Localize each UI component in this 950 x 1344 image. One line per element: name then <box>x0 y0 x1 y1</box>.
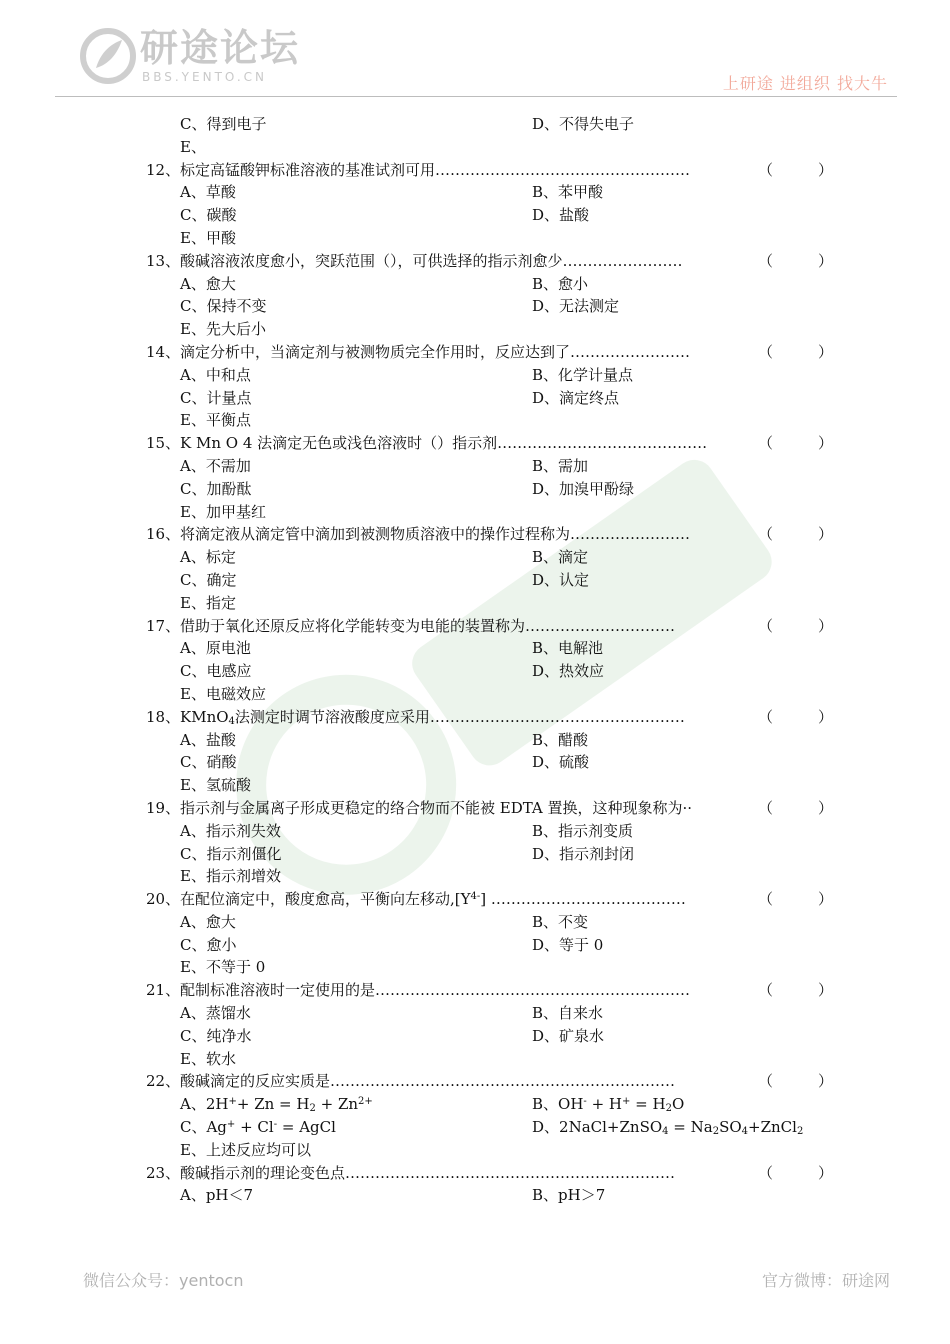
option-c: C、电感应 <box>180 662 252 681</box>
option-row <box>146 1139 836 1162</box>
answer-paren-open: （ <box>758 160 774 179</box>
option-d: D、硫酸 <box>532 753 590 772</box>
option-row <box>146 569 836 592</box>
option-c: C、得到电子 <box>180 115 267 133</box>
option-row <box>146 455 836 478</box>
option-b: B、指示剂变质 <box>532 821 634 840</box>
question-17 <box>146 615 836 638</box>
answer-paren-close: ） <box>818 1072 834 1091</box>
option-b: B、pH＞7 <box>532 1186 606 1205</box>
option-row <box>146 683 836 706</box>
option-row <box>146 181 836 204</box>
option-c: C、Ag+ + Cl- = AgCl <box>180 1118 336 1137</box>
option-row <box>146 774 836 797</box>
answer-paren-close: ） <box>818 798 834 817</box>
logo-subtext: BBS.YENTO.CN <box>142 70 268 84</box>
option-b: B、苯甲酸 <box>532 183 604 202</box>
option-b: B、$OH^- + H^+ = H_2O$ <box>532 1095 685 1115</box>
question-12 <box>146 159 836 182</box>
option-e: E、不等于 0 <box>180 958 266 977</box>
question-23 <box>146 1162 836 1185</box>
option-d: D、无法测定 <box>532 297 620 316</box>
option-e: E、甲酸 <box>180 228 236 247</box>
option-b: B、滴定 <box>532 548 589 567</box>
answer-paren-open: （ <box>758 981 774 1000</box>
option-row <box>146 751 836 774</box>
answer-paren-close: ） <box>818 342 834 361</box>
option-d: D、2NaCl+ZnSO$_4$ = $Na_2SO_4+ZnCl_2$ <box>532 1118 804 1138</box>
option-a: A、指示剂失效 <box>180 821 281 840</box>
option-a: A、盐酸 <box>180 730 236 749</box>
option-a: A、pH＜7 <box>180 1186 254 1205</box>
answer-paren-close: ） <box>818 707 834 726</box>
answer-paren-open: （ <box>758 434 774 453</box>
footer-wechat: 微信公众号：yentocn <box>83 1271 244 1290</box>
answer-paren-close: ） <box>818 981 834 1000</box>
option-e: E、氢硫酸 <box>180 776 251 795</box>
question-18 <box>146 706 836 729</box>
answer-paren-open: （ <box>758 798 774 817</box>
option-row <box>146 1116 836 1139</box>
question-number: 15、 <box>146 434 181 453</box>
option-row <box>146 113 836 136</box>
option-c: C、碳酸 <box>180 206 237 225</box>
option-b: B、需加 <box>532 456 589 475</box>
question-text: 在配位滴定中，酸度愈高，平衡向左移动$,[Y^{4-}]$ ………………………………… <box>180 890 686 909</box>
answer-paren-open: （ <box>758 251 774 270</box>
question-text: 滴定分析中，当滴定剂与被测物质完全作用时，反应达到了…………………… <box>180 342 691 361</box>
question-text: KMnO$_4$法测定时调节溶液酸度应采用…………………………………………… <box>180 707 685 727</box>
question-number: 19、 <box>146 798 181 817</box>
option-e: E、软水 <box>180 1049 236 1068</box>
option-a: A、$2H^++ Zn = H_2 + Zn^{2+}$ <box>180 1095 373 1115</box>
option-e: E、上述反应均可以 <box>180 1140 311 1159</box>
answer-paren-open: （ <box>758 1072 774 1091</box>
question-text: 配制标准溶液时一定使用的是……………………………………………………… <box>180 981 691 1000</box>
answer-paren-close: ） <box>818 616 834 635</box>
question-number: 21、 <box>146 981 181 1000</box>
answer-paren-open: （ <box>758 525 774 544</box>
question-15 <box>146 432 836 455</box>
option-row <box>146 295 836 318</box>
option-b: B、化学计量点 <box>532 365 634 384</box>
option-c: C、保持不变 <box>180 297 267 316</box>
question-text: 酸碱滴定的反应实质是…………………………………………………………… <box>180 1072 676 1091</box>
option-c: C、计量点 <box>180 388 252 407</box>
question-number: 22、 <box>146 1072 181 1091</box>
option-d: D、等于 0 <box>532 935 604 954</box>
question-20 <box>146 888 836 911</box>
option-e: E、 <box>180 137 206 156</box>
question-number: 20、 <box>146 890 181 909</box>
option-b: B、不变 <box>532 912 589 931</box>
option-c: C、愈小 <box>180 935 237 954</box>
option-row <box>146 364 836 387</box>
question-number: 16、 <box>146 525 181 544</box>
answer-paren-close: ） <box>818 1163 834 1182</box>
header-divider <box>55 96 897 97</box>
question-text: 酸碱溶液浓度愈小，突跃范围（），可供选择的指示剂愈少…………………… <box>180 251 683 270</box>
option-a: A、草酸 <box>180 183 236 202</box>
answer-paren-open: （ <box>758 342 774 361</box>
option-row <box>146 478 836 501</box>
option-row <box>146 1025 836 1048</box>
answer-paren-open: （ <box>758 1163 774 1182</box>
option-c: C、硝酸 <box>180 753 237 772</box>
option-row <box>146 273 836 296</box>
question-21 <box>146 979 836 1002</box>
question-text: K Mn O 4 法滴定无色或浅色溶液时（）指示剂…………………………………… <box>180 434 708 453</box>
option-row <box>146 660 836 683</box>
option-row <box>146 1184 836 1207</box>
question-list <box>146 113 836 1207</box>
option-a: A、中和点 <box>180 365 251 384</box>
site-logo <box>80 26 340 88</box>
option-a: A、原电池 <box>180 639 251 658</box>
option-c: C、加酚酞 <box>180 479 252 498</box>
option-a: A、愈大 <box>180 912 236 931</box>
option-row <box>146 592 836 615</box>
question-text: 标定高锰酸钾标准溶液的基准试剂可用…………………………………………… <box>180 160 691 179</box>
option-row <box>146 1093 836 1116</box>
option-d: D、加溴甲酚绿 <box>532 479 635 498</box>
answer-paren-close: ） <box>818 251 834 270</box>
question-22 <box>146 1070 836 1093</box>
question-number: 12、 <box>146 160 181 179</box>
option-row <box>146 934 836 957</box>
option-row <box>146 1048 836 1071</box>
option-d: D、不得失电子 <box>532 115 635 133</box>
question-number: 17、 <box>146 616 181 635</box>
option-e: E、先大后小 <box>180 320 266 339</box>
answer-paren-open: （ <box>758 707 774 726</box>
question-16 <box>146 523 836 546</box>
option-e: E、平衡点 <box>180 411 251 430</box>
question-13 <box>146 250 836 273</box>
option-c: C、确定 <box>180 570 237 589</box>
option-row <box>146 820 836 843</box>
question-number: 23、 <box>146 1163 181 1182</box>
option-row <box>146 843 836 866</box>
answer-paren-close: ） <box>818 890 834 909</box>
option-b: B、醋酸 <box>532 730 589 749</box>
answer-paren-close: ） <box>818 160 834 179</box>
option-e: E、指定 <box>180 593 236 612</box>
option-b: B、电解池 <box>532 639 604 658</box>
option-a: A、愈大 <box>180 274 236 293</box>
logo-text: 研途论坛 <box>140 26 301 70</box>
option-d: D、盐酸 <box>532 206 590 225</box>
option-e: E、加甲基红 <box>180 502 266 521</box>
option-row <box>146 956 836 979</box>
option-row <box>146 136 836 159</box>
question-number: 14、 <box>146 342 181 361</box>
page-header <box>0 0 950 100</box>
option-row <box>146 911 836 934</box>
option-e: E、指示剂增效 <box>180 867 281 886</box>
question-number: 13、 <box>146 251 181 270</box>
question-number: 18、 <box>146 707 181 726</box>
answer-paren-close: ） <box>818 434 834 453</box>
option-row <box>146 204 836 227</box>
question-text: 指示剂与金属离子形成更稳定的络合物而不能被 EDTA 置换，这种现象称为·· <box>180 798 693 817</box>
option-row <box>146 546 836 569</box>
option-row <box>146 1002 836 1025</box>
question-text: 借助于氧化还原反应将化学能转变为电能的装置称为………………………… <box>180 616 676 635</box>
option-row <box>146 227 836 250</box>
answer-paren-open: （ <box>758 890 774 909</box>
option-row <box>146 865 836 888</box>
logo-leaf-icon <box>80 28 136 84</box>
option-b: B、愈小 <box>532 274 589 293</box>
question-14 <box>146 341 836 364</box>
answer-paren-open: （ <box>758 616 774 635</box>
option-row <box>146 501 836 524</box>
option-d: D、矿泉水 <box>532 1026 605 1045</box>
option-c: C、指示剂僵化 <box>180 844 282 863</box>
question-19 <box>146 797 836 820</box>
option-e: E、电磁效应 <box>180 684 266 703</box>
option-a: A、蒸馏水 <box>180 1004 251 1023</box>
option-c: C、纯净水 <box>180 1026 252 1045</box>
option-d: D、认定 <box>532 570 590 589</box>
option-b: B、自来水 <box>532 1004 604 1023</box>
page-footer <box>0 1268 950 1298</box>
option-row <box>146 637 836 660</box>
answer-paren-close: ） <box>818 525 834 544</box>
option-a: A、不需加 <box>180 456 251 475</box>
option-d: D、指示剂封闭 <box>532 844 635 863</box>
footer-weibo: 官方微博：研途网 <box>761 1271 890 1290</box>
question-text: 酸碱指示剂的理论变色点………………………………………………………… <box>180 1163 676 1182</box>
option-row <box>146 387 836 410</box>
option-d: D、滴定终点 <box>532 388 620 407</box>
question-text: 将滴定液从滴定管中滴加到被测物质溶液中的操作过程称为…………………… <box>180 525 691 544</box>
option-row <box>146 409 836 432</box>
option-d: D、热效应 <box>532 662 605 681</box>
option-row <box>146 729 836 752</box>
option-a: A、标定 <box>180 548 236 567</box>
option-row <box>146 318 836 341</box>
header-slogan: 上研途 进组织 找大牛 <box>722 74 888 93</box>
